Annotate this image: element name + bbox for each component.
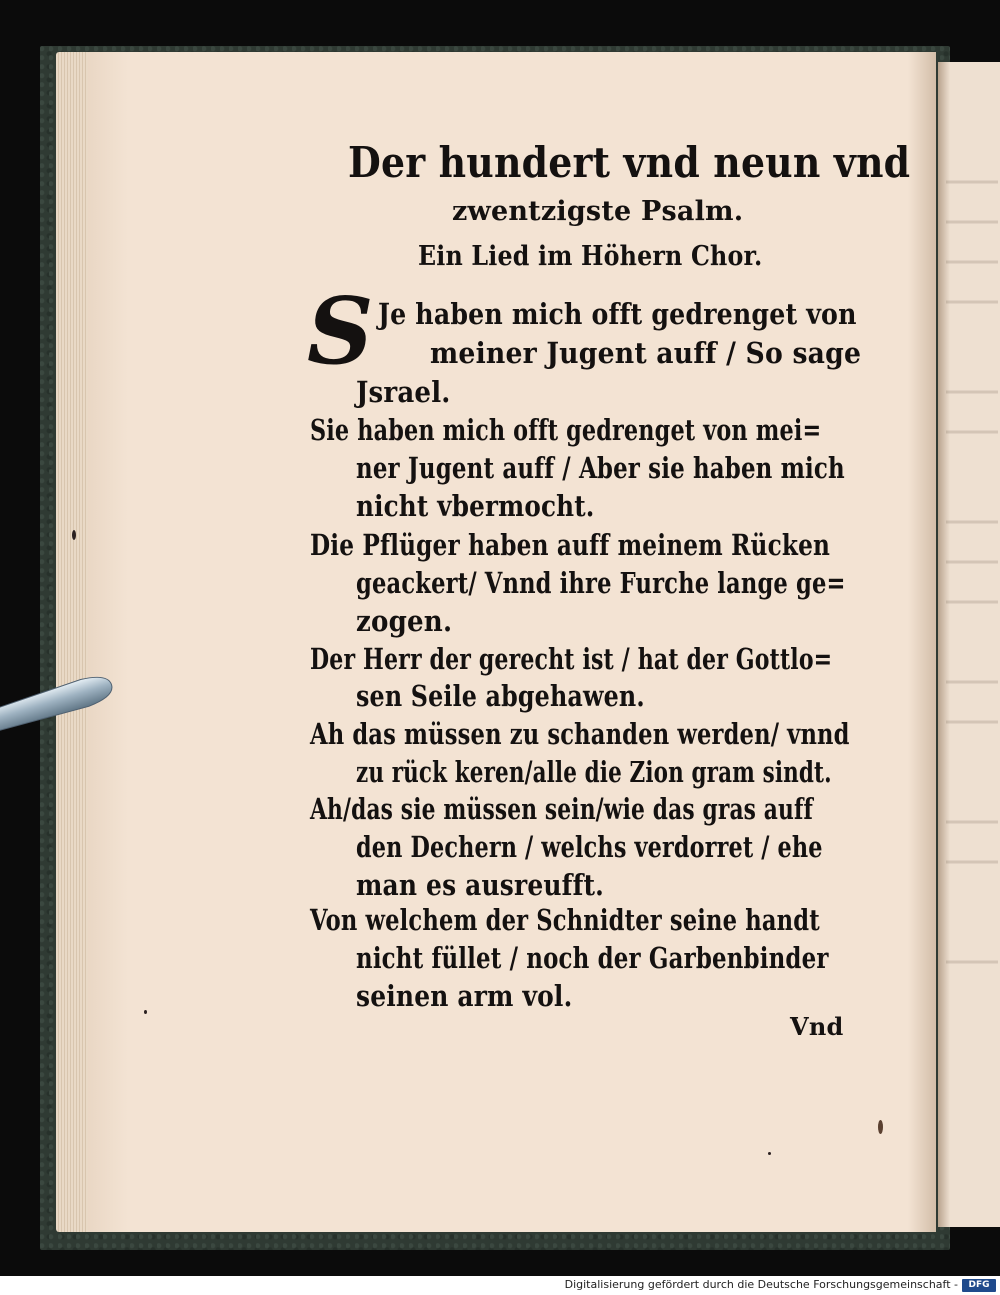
decorated-initial: S	[307, 277, 374, 385]
text-line: nicht vbermocht.	[356, 489, 595, 523]
facing-page	[938, 62, 1000, 1227]
text-line: ner Jugent auff / Aber sie haben mich	[356, 451, 845, 485]
text-line: meiner Jugent auff / So sage	[430, 336, 862, 370]
text-line: Von welchem der Schnidter seine handt	[310, 903, 820, 937]
text-line: man es ausreufft.	[356, 868, 605, 902]
dfg-logo: DFG	[962, 1279, 996, 1292]
text-line: geackert/ Vnnd ihre Furche lange ge=	[356, 566, 846, 600]
text-line: seinen arm vol.	[356, 979, 573, 1013]
page-subtitle: Ein Lied im Höhern Chor.	[418, 241, 763, 272]
text-line: Je haben mich offt gedrenget von	[378, 297, 857, 331]
text-line: Der Herr der gerecht ist / hat der Gottlo=	[310, 642, 833, 676]
stain	[878, 1120, 883, 1134]
text-line: zogen.	[356, 604, 453, 638]
bleed-through-text	[938, 62, 1000, 1227]
text-line: zu rück keren/alle die Zion gram sindt.	[356, 755, 832, 789]
funding-credit-text: Digitalisierung gefördert durch die Deutsche Forschungsgemeinschaft -	[564, 1278, 958, 1291]
page-title-line-1: Der hundert vnd neun vnd	[348, 138, 911, 187]
catchword: Vnd	[790, 1012, 844, 1041]
ink-speck	[768, 1152, 771, 1155]
text-line: Ah das müssen zu schanden werden/ vnnd	[310, 717, 850, 751]
text-line: den Dechern / welchs verdorret / ehe	[356, 830, 823, 864]
page-title-line-2: zwentzigste Psalm.	[452, 196, 744, 227]
text-line: Ah/das sie müssen sein/wie das gras auff	[310, 792, 814, 826]
text-line: Jsrael.	[356, 375, 451, 409]
text-line: sen Seile abgehawen.	[356, 679, 645, 713]
text-line: Sie haben mich offt gedrenget von mei=	[310, 413, 822, 447]
ink-speck	[144, 1010, 147, 1014]
footer-bar	[0, 1276, 1000, 1295]
ink-speck	[72, 530, 76, 540]
text-line: Die Pflüger haben auff meinem Rücken	[310, 528, 831, 562]
text-line: nicht füllet / noch der Garbenbinder	[356, 941, 829, 975]
